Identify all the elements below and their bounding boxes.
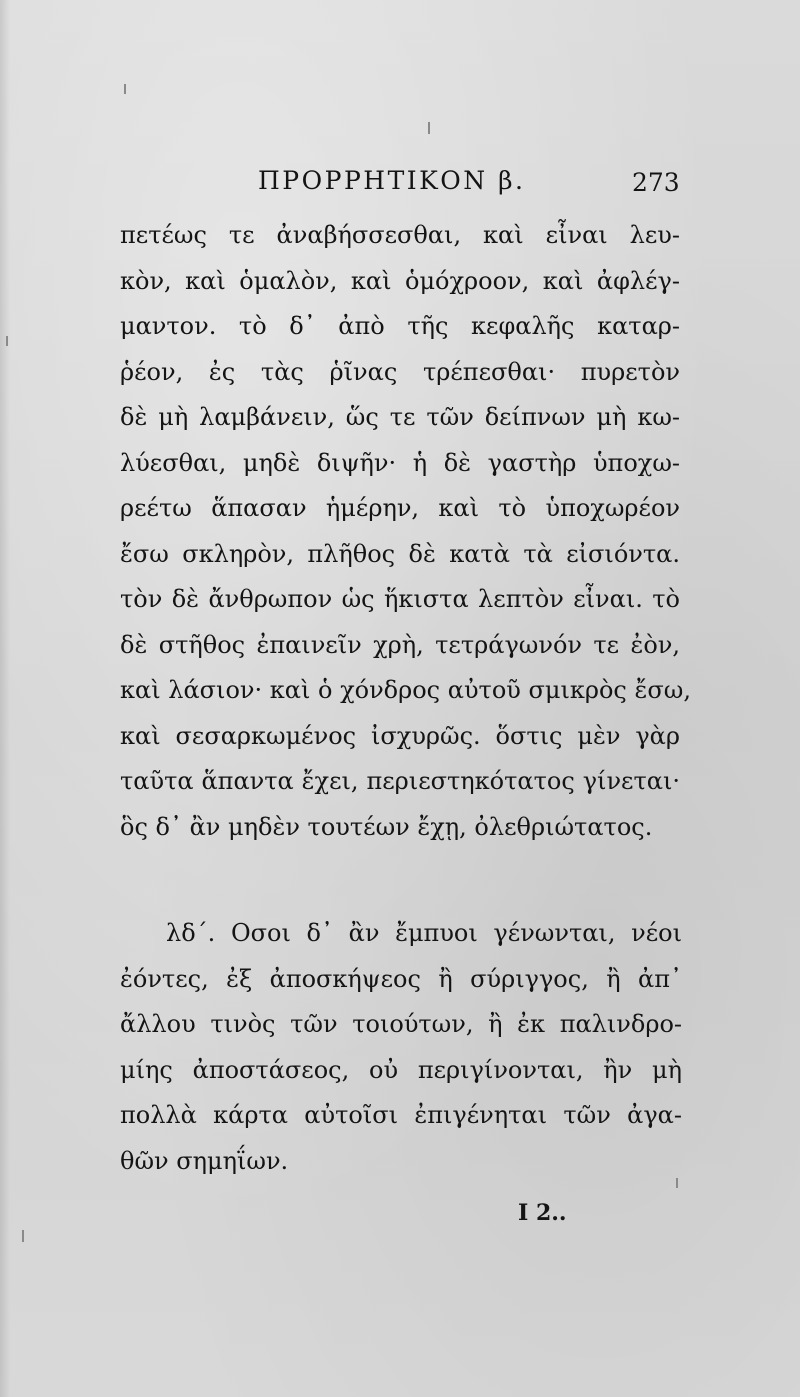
paragraph-2 (120, 911, 682, 1184)
text-line: δὲ μὴ λαμβάνειν, ὥς τε τῶν δείπνων μὴ κω- (120, 403, 680, 431)
text-line: πολλὰ κάρτα αὐτοῖσι ἐπιγένηται τῶν ἀγα- (120, 1101, 682, 1129)
text-line: κὸν, καὶ ὁμαλὸν, καὶ ὁμόχροον, καὶ ἀφλέγ- (120, 266, 680, 295)
text-line: καὶ σεσαρκωμένος ἰσχυρῶς. ὅστις μὲν γὰρ (120, 721, 680, 750)
text-line: καὶ λάσιον· καὶ ὁ χόνδρος αὐτοῦ σμικρὸς ἔσω, (120, 676, 691, 704)
text-line: λύεσθαι, μηδὲ διψῆν· ἡ δὲ γαστὴρ ὑποχω- (120, 448, 680, 477)
text-line: ἐόντες, ἐξ ἀποσκήψεος ἢ σύριγγος, ἢ ἀπ᾽ (120, 964, 682, 993)
text-line: ρεέτω ἅπασαν ἡμέρην, καὶ τὸ ὑποχωρέον (120, 494, 680, 522)
page-number: 273 (632, 168, 680, 197)
text-line: ἄλλου τινὸς τῶν τοιούτων, ἢ ἐκ παλινδρο- (120, 1010, 682, 1038)
text-line: μίης ἀποστάσεος, οὐ περιγίνονται, ἢν μὴ (120, 1055, 682, 1084)
text-line: ταῦτα ἅπαντα ἔχει, περιεστηκότατος γίνεται· (120, 767, 680, 795)
text-line: πετέως τε ἀναβήσσεσθαι, καὶ εἶναι λευ- (120, 221, 680, 249)
signature-mark: I 2.. (518, 1200, 567, 1226)
paper-speck (6, 336, 8, 346)
running-head: ΠΡΟΡΡΗΤΙΚΟΝ β. (258, 166, 526, 195)
text-line: μαντον. τὸ δ᾽ ἀπὸ τῆς κεφαλῆς καταρ- (120, 312, 680, 340)
text-line: ἔσω σκληρὸν, πλῆθος δὲ κατὰ τὰ εἰσιόντα. (120, 539, 680, 568)
paper-speck (428, 122, 430, 134)
text-line: δὲ στῆθος ἐπαινεῖν χρὴ, τετράγωνόν τε ἐὸν, (120, 630, 680, 659)
text-line: θῶν σημηΐων. (120, 1146, 289, 1175)
paper-speck (124, 84, 126, 94)
section-heading-line: λδ΄. Οσοι δ᾽ ἂν ἔμπυοι γένωνται, νέοι (166, 919, 682, 947)
paragraph-1 (120, 213, 691, 850)
text-line: τὸν δὲ ἄνθρωπον ὡς ἥκιστα λεπτὸν εἶναι. τὸ (120, 585, 680, 613)
text-line: ὃς δ᾽ ἂν μηδὲν τουτέων ἔχῃ, ὀλεθριώτατος. (120, 812, 653, 841)
text-line: ῥέον, ἐς τὰς ῥῖνας τρέπεσθαι· πυρετὸν (120, 357, 680, 386)
page-edge-shadow (0, 0, 10, 1397)
paper-speck (22, 1230, 24, 1242)
